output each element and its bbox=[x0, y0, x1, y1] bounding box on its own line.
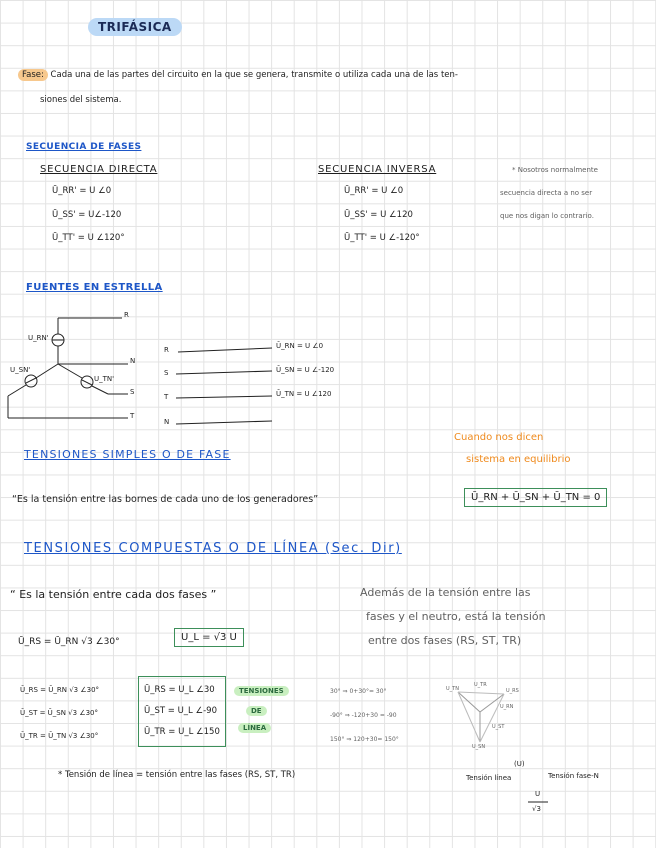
secuencia-note-1: * Nosotros normalmente bbox=[512, 166, 598, 174]
line-voltage-tr: Ū_TR = U_L ∠150 bbox=[144, 727, 220, 737]
source-label-tn: U_TN' bbox=[94, 375, 115, 383]
tag-linea: LÍNEA bbox=[238, 723, 271, 733]
angle-calc-3: 150° ⇒ 120+30= 150° bbox=[330, 736, 399, 743]
tag-tensiones: TENSIONES bbox=[234, 686, 289, 696]
line-voltage-st: Ū_ST = U_L ∠-90 bbox=[144, 706, 217, 716]
line-value-sn: Ū_SN = U ∠-120 bbox=[276, 366, 335, 374]
inversa-title: SECUENCIA INVERSA bbox=[318, 164, 437, 175]
line-label-s: S bbox=[164, 369, 169, 377]
compuestas-note-1: Además de la tensión entre las bbox=[360, 586, 531, 599]
line-voltages-box bbox=[138, 676, 226, 747]
fuentes-heading: FUENTES EN ESTRELLA bbox=[26, 282, 163, 293]
inversa-eq-1: Ū_RR' = U ∠0 bbox=[344, 186, 404, 196]
page-title: TRIFÁSICA bbox=[88, 18, 182, 36]
compuestas-note-2: fases y el neutro, está la tensión bbox=[366, 610, 546, 623]
relation-left: Tensión línea bbox=[466, 774, 512, 782]
compuestas-heading: TENSIONES COMPUESTAS O DE LÍNEA (Sec. Dir) bbox=[24, 541, 402, 556]
directa-eq-3: Ū_TT' = U ∠120° bbox=[52, 233, 125, 243]
relation-frac-den: √3 bbox=[532, 805, 541, 813]
fase-text-line2: siones del sistema. bbox=[40, 95, 122, 105]
secuencia-note-2: secuencia directa a no ser bbox=[500, 189, 593, 197]
directa-title: SECUENCIA DIRECTA bbox=[40, 164, 158, 175]
relation-top: (U) bbox=[514, 760, 525, 768]
angle-calc-1: 30° ⇒ 0+30°= 30° bbox=[330, 688, 387, 695]
footer-note: * Tensión de línea = tensión entre las fases (RS, ST, TR) bbox=[58, 770, 296, 780]
fase-label: Fase: bbox=[18, 69, 48, 81]
phasor-label-st: U_ST bbox=[492, 724, 505, 730]
line-value-rn: Ū_RN = U ∠0 bbox=[276, 342, 324, 350]
equilibrio-note-2: sistema en equilibrio bbox=[466, 454, 571, 465]
node-n: N bbox=[130, 357, 136, 365]
equilibrio-note-1: Cuando nos dicen bbox=[454, 432, 544, 443]
phasor-label-tn: U_TN bbox=[446, 686, 459, 692]
fase-text-line1: Cada una de las partes del circuito en la que se genera, transmite o utiliza cada una de las ten- bbox=[50, 70, 458, 80]
simples-quote: “Es la tensión entre las bornes de cada uno de los generadores” bbox=[12, 494, 319, 505]
inversa-eq-2: Ū_SS' = U ∠120 bbox=[344, 210, 413, 220]
secuencia-note-3: que nos digan lo contrario. bbox=[500, 212, 594, 220]
compuestas-left-1: Ū_RS = Ū_RN √3 ∠30° bbox=[20, 686, 100, 694]
line-label-n: N bbox=[164, 418, 170, 426]
phasor-label-rs: U_RS bbox=[506, 688, 519, 694]
line-value-tn: Ū_TN = U ∠120 bbox=[276, 390, 332, 398]
compuestas-left-2: Ū_ST = Ū_SN √3 ∠30° bbox=[20, 709, 99, 717]
line-voltage-rs: Ū_RS = U_L ∠30 bbox=[144, 685, 215, 695]
phasor-label-rn: U_RN bbox=[500, 704, 514, 710]
simples-heading: TENSIONES SIMPLES O DE FASE bbox=[24, 448, 231, 461]
line-voltage-formula: Ū_RS = Ū_RN √3 ∠30° bbox=[18, 637, 120, 647]
source-label-rn: U_RN' bbox=[28, 334, 49, 342]
source-label-sn: U_SN' bbox=[10, 366, 31, 374]
compuestas-note-3: entre dos fases (RS, ST, TR) bbox=[368, 634, 522, 647]
tag-de: DE bbox=[246, 706, 267, 716]
directa-eq-1: Ū_RR' = U ∠0 bbox=[52, 186, 112, 196]
relation-right: Tensión fase-N bbox=[548, 772, 599, 780]
line-voltage-magnitude: U_L = √3 U bbox=[174, 628, 244, 647]
secuencia-heading: SECUENCIA DE FASES bbox=[26, 142, 142, 152]
node-r: R bbox=[124, 311, 129, 319]
directa-eq-2: Ū_SS' = U∠-120 bbox=[52, 210, 122, 220]
node-t: T bbox=[130, 412, 135, 420]
phasor-label-sn: U_SN bbox=[472, 744, 486, 750]
compuestas-quote: “ Es la tensión entre cada dos fases ” bbox=[10, 588, 217, 601]
line-label-t: T bbox=[164, 393, 169, 401]
line-label-r: R bbox=[164, 346, 169, 354]
relation-frac-num: U bbox=[535, 790, 541, 798]
compuestas-left-3: Ū_TR = Ū_TN √3 ∠30° bbox=[20, 732, 99, 740]
node-s: S bbox=[130, 388, 135, 396]
phasor-label-tr: U_TR bbox=[474, 682, 487, 688]
angle-calc-2: -90° ⇒ -120+30 = -90 bbox=[330, 712, 397, 719]
inversa-eq-3: Ū_TT' = U ∠-120° bbox=[344, 233, 420, 243]
equilibrio-formula: Ū_RN + Ū_SN + Ū_TN = 0 bbox=[464, 488, 607, 507]
